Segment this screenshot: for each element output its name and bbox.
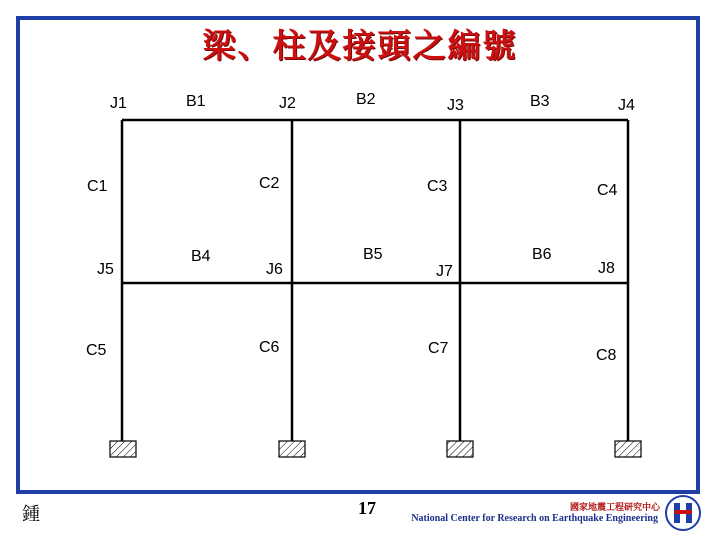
- support-4: [615, 441, 641, 457]
- column-label-c1: C1: [87, 178, 108, 195]
- org-name-chinese: 國家地震工程研究中心: [569, 503, 660, 513]
- joint-label-j2: J2: [279, 95, 296, 112]
- column-label-c2: C2: [259, 175, 280, 192]
- beam-label-b6: B6: [532, 246, 552, 263]
- beam-label-b4: B4: [191, 248, 211, 265]
- support-1: [110, 441, 136, 457]
- beam-label-b2: B2: [356, 91, 376, 108]
- joint-label-j4: J4: [618, 97, 635, 114]
- ncree-logo-icon: [664, 494, 702, 532]
- joint-label-j5: J5: [97, 261, 114, 278]
- author-initial: 鍾: [22, 504, 40, 525]
- beam-label-b1: B1: [186, 93, 206, 110]
- joint-label-j3: J3: [447, 97, 464, 114]
- org-name-english: National Center for Research on Earthquake Engineering: [411, 513, 658, 524]
- column-label-c3: C3: [427, 178, 448, 195]
- beam-label-b3: B3: [530, 93, 550, 110]
- column-label-c7: C7: [428, 340, 449, 357]
- joint-label-j8: J8: [598, 260, 615, 277]
- joint-label-j7: J7: [436, 263, 453, 280]
- column-label-c8: C8: [596, 347, 617, 364]
- joint-label-j1: J1: [110, 95, 127, 112]
- slide-title: 梁、柱及接頭之編號: [202, 26, 518, 65]
- support-3: [447, 441, 473, 457]
- beam-label-b5: B5: [363, 246, 383, 263]
- column-label-c6: C6: [259, 339, 280, 356]
- joint-label-j6: J6: [266, 261, 283, 278]
- page-number: 17: [358, 498, 376, 518]
- column-label-c5: C5: [86, 342, 107, 359]
- column-label-c4: C4: [597, 182, 618, 199]
- support-2: [279, 441, 305, 457]
